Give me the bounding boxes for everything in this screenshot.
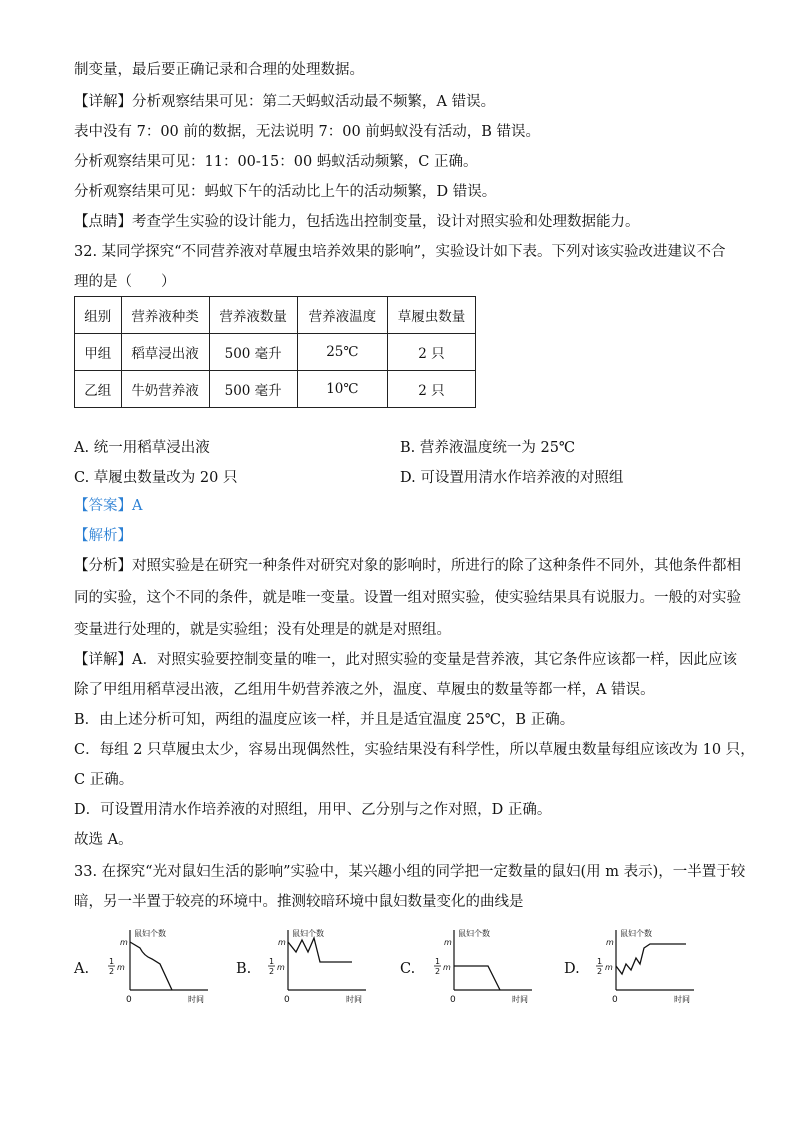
half-m-label: m: [605, 963, 613, 972]
text-line: 【点睛】考查学生实验的设计能力，包括选出控制变量，设计对照实验和处理数据能力。: [74, 214, 640, 230]
graph-option-d: D.: [564, 961, 580, 977]
graph-d: [594, 926, 704, 1006]
table-header-cell: 营养液温度: [297, 297, 387, 334]
half-m-label: m: [443, 963, 451, 972]
table-header-cell: 营养液数量: [209, 297, 297, 334]
half-numerator: 1: [269, 957, 275, 966]
table-cell: 500 毫升: [209, 371, 297, 408]
half-numerator: 1: [597, 957, 603, 966]
text-line: 分析观察结果可见：11：00-15：00 蚂蚁活动频繁，C 正确。: [74, 154, 478, 170]
graph-option-b: B.: [236, 961, 252, 977]
question-33-stem: 暗，另一半置于较亮的环境中。推测较暗环境中鼠妇数量变化的曲线是: [74, 894, 524, 910]
table-cell: 10℃: [297, 371, 387, 408]
table-cell: 500 毫升: [209, 334, 297, 371]
m-tick-label: m: [606, 938, 614, 947]
text-line: 【分析】对照实验是在研究一种条件对研究对象的影响时，所进行的除了这种条件不同外，其他条件都相: [74, 558, 741, 574]
origin-label: 0: [284, 995, 290, 1005]
y-axis-label: 鼠妇个数: [458, 929, 490, 938]
half-denominator: 2: [269, 967, 275, 976]
text-line: B．由上述分析可知，两组的温度应该一样，并且是适宜温度 25℃，B 正确。: [74, 712, 575, 728]
y-axis-label: 鼠妇个数: [134, 929, 166, 938]
m-tick-label: m: [444, 938, 452, 947]
graph-option-c: C.: [400, 961, 416, 977]
text-line: 分析观察结果可见：蚂蚁下午的活动比上午的活动频繁，D 错误。: [74, 184, 497, 200]
origin-label: 0: [612, 995, 618, 1005]
curve-b: [288, 938, 352, 962]
analysis-label: 【解析】: [74, 528, 132, 544]
graph-a: [104, 926, 214, 1006]
m-tick-label: m: [278, 938, 286, 947]
half-denominator: 2: [597, 967, 603, 976]
curve-a: [130, 942, 172, 990]
table-cell: 2 只: [387, 371, 475, 408]
option-c: C. 草履虫数量改为 20 只: [74, 470, 238, 486]
curve-d: [616, 944, 686, 974]
table-header-row: [75, 297, 476, 334]
graph-c: [430, 926, 540, 1006]
table-header-cell: 组别: [75, 297, 122, 334]
table-row: [75, 371, 476, 408]
text-line: 除了甲组用稻草浸出液，乙组用牛奶营养液之外，温度、草履虫的数量等都一样，A 错误。: [74, 682, 655, 698]
option-d: D. 可设置用清水作培养液的对照组: [400, 470, 624, 486]
option-b: B. 营养液温度统一为 25℃: [400, 440, 576, 456]
y-axis-label: 鼠妇个数: [292, 929, 324, 938]
half-numerator: 1: [435, 957, 441, 966]
half-m-label: m: [117, 963, 125, 972]
answer-label: 【答案】A: [74, 498, 143, 514]
half-m-label: m: [277, 963, 285, 972]
origin-label: 0: [450, 995, 456, 1005]
graph-option-a: A.: [74, 961, 90, 977]
table-cell: 乙组: [75, 371, 122, 408]
y-axis-label: 鼠妇个数: [620, 929, 652, 938]
curve-c: [454, 966, 500, 990]
option-a: A. 统一用稻草浸出液: [74, 440, 210, 456]
experiment-table: [74, 296, 476, 408]
x-axis-label: 时间: [188, 995, 204, 1004]
text-line: 制变量，最后要正确记录和合理的处理数据。: [74, 62, 364, 78]
x-axis-label: 时间: [512, 995, 528, 1004]
table-cell: 甲组: [75, 334, 122, 371]
text-line: 同的实验，这个不同的条件，就是唯一变量。设置一组对照实验，使实验结果具有说服力。一般的对实验: [74, 590, 741, 606]
graph-b: [266, 926, 376, 1006]
question-33-stem: 33. 在探究“光对鼠妇生活的影响”实验中，某兴趣小组的同学把一定数量的鼠妇(用 m 表示)，一半置于较: [74, 864, 746, 880]
text-line: 变量进行处理的，就是实验组；没有处理是的就是对照组。: [74, 622, 451, 638]
question-32-stem: 32. 某同学探究“不同营养液对草履虫培养效果的影响”，实验设计如下表。下列对该实验改进建议不合: [74, 244, 726, 260]
text-line: 表中没有 7：00 前的数据，无法说明 7：00 前蚂蚁没有活动，B 错误。: [74, 124, 541, 140]
half-denominator: 2: [435, 967, 441, 976]
text-line: 【详解】A．对照实验要控制变量的唯一，此对照实验的变量是营养液，其它条件应该都一样，因此应该: [74, 652, 737, 668]
question-32-stem: 理的是（ ）: [74, 274, 176, 290]
text-line: D．可设置用清水作培养液的对照组，用甲、乙分别与之作对照，D 正确。: [74, 802, 552, 818]
half-numerator: 1: [109, 957, 115, 966]
table-header-cell: 草履虫数量: [387, 297, 475, 334]
table-cell: 25℃: [297, 334, 387, 371]
table-row: [75, 334, 476, 371]
half-denominator: 2: [109, 967, 115, 976]
x-axis-label: 时间: [674, 995, 690, 1004]
origin-label: 0: [126, 995, 132, 1005]
text-line: C 正确。: [74, 772, 134, 788]
text-line: C．每组 2 只草履虫太少，容易出现偶然性，实验结果没有科学性，所以草履虫数量每组应该改为 10 只，: [74, 742, 755, 758]
text-line: 故选 A。: [74, 832, 133, 848]
text-line: 【详解】分析观察结果可见：第二天蚂蚁活动最不频繁，A 错误。: [74, 94, 496, 110]
table-header-cell: 营养液种类: [121, 297, 209, 334]
x-axis-label: 时间: [346, 995, 362, 1004]
table-cell: 牛奶营养液: [121, 371, 209, 408]
table-cell: 2 只: [387, 334, 475, 371]
table-cell: 稻草浸出液: [121, 334, 209, 371]
m-tick-label: m: [120, 938, 128, 947]
